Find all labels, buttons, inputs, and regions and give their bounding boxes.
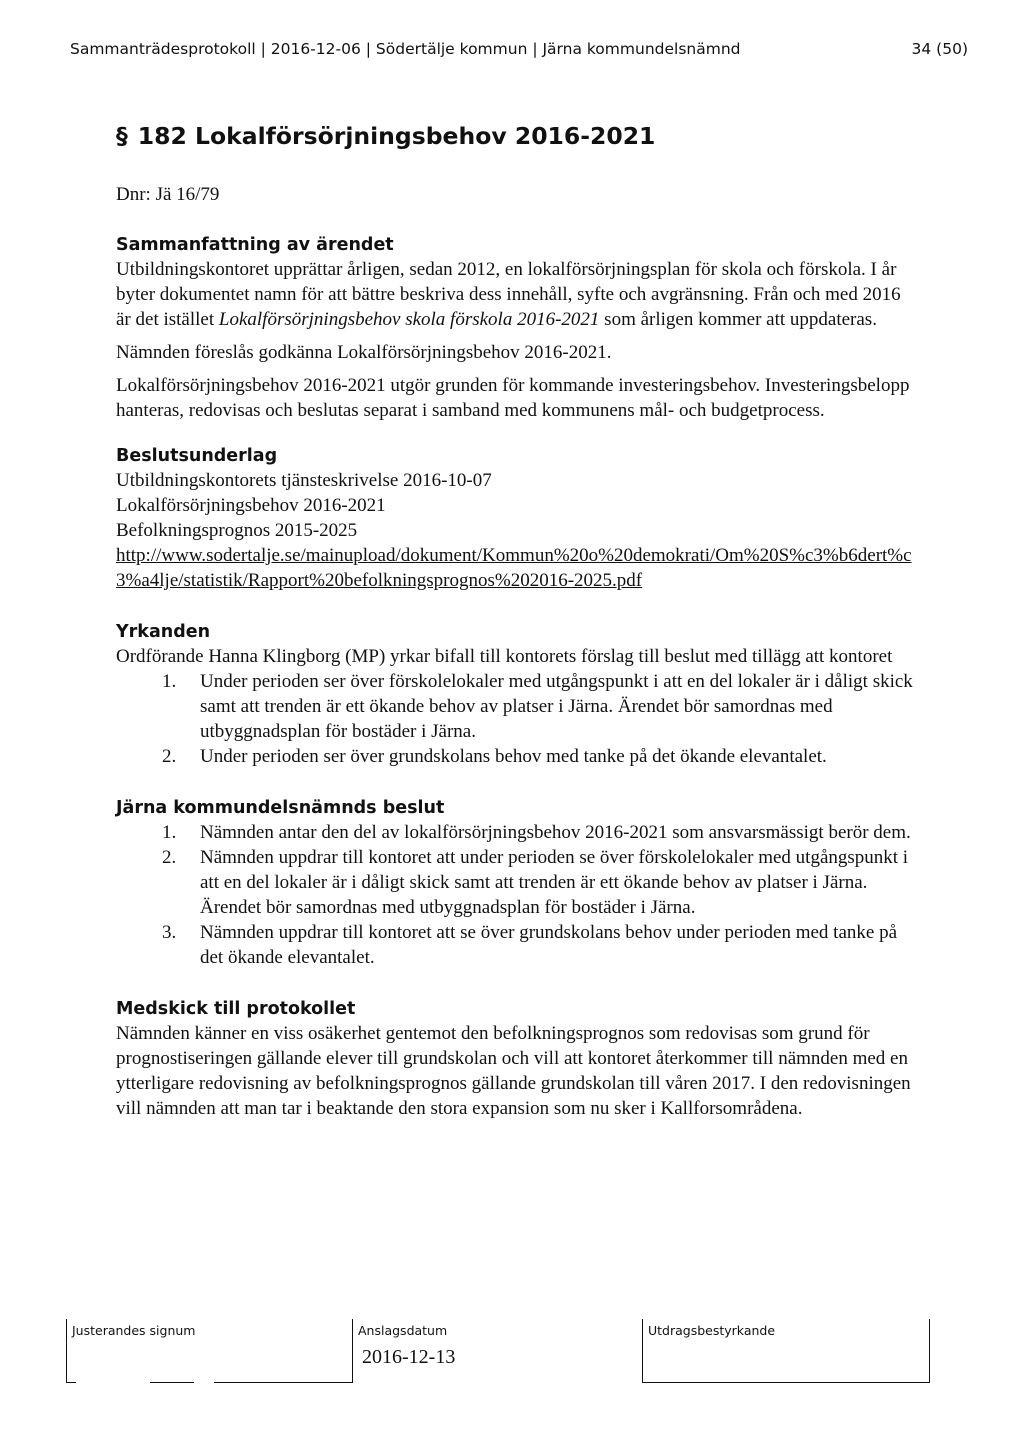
motions-section	[116, 621, 916, 769]
footer-underline	[214, 1382, 352, 1383]
list-number: 2.	[162, 746, 177, 767]
motions-heading: Yrkanden	[116, 622, 211, 642]
summary-text-end: som årligen kommer att uppdateras.	[599, 309, 877, 330]
list-number: 2.	[162, 847, 177, 868]
summary-paragraph-1	[116, 257, 916, 332]
motions-list	[116, 669, 916, 769]
decision-heading: Järna kommundelsnämnds beslut	[116, 798, 445, 818]
posting-date-label: Anslagsdatum	[358, 1323, 448, 1338]
section-symbol: §	[116, 122, 128, 150]
decision-list	[116, 820, 916, 970]
footer-underline	[150, 1382, 194, 1383]
signature-label: Justerandes signum	[72, 1323, 196, 1338]
footer-underline	[66, 1382, 76, 1383]
basis-section	[116, 445, 916, 593]
footer-divider	[352, 1319, 353, 1383]
summary-heading: Sammanfattning av ärendet	[116, 235, 394, 255]
summary-section	[116, 234, 916, 423]
section-title	[116, 122, 655, 150]
list-text: Nämnden uppdrar till kontoret att se över grundskolans behov under perioden med tanke på det ökande elevantalet.	[200, 922, 897, 968]
note-section	[116, 998, 916, 1121]
note-text: Nämnden känner en viss osäkerhet gentemot den befolkningsprognos som redovisas som grund för prognostiseringen gällande elever till grundskolan och vill att kontoret återkommer till nämnden med en ytterligare redovisning av befolkningsprognos gällande grundskolan till våren 2017. I den redovisningen vill nämnden att man tar i beaktande den stora expansion som nu sker i Kallforsområdena.	[116, 1023, 911, 1119]
list-item	[116, 820, 916, 845]
certification-label: Utdragsbestyrkande	[648, 1323, 776, 1338]
section-title-text: 182 Lokalförsörjningsbehov 2016-2021	[137, 122, 656, 150]
basis-heading: Beslutsunderlag	[116, 446, 278, 466]
basis-item: Utbildningskontorets tjänsteskrivelse 2016-10-07	[116, 470, 492, 491]
list-text: Under perioden ser över förskolelokaler med utgångspunkt i att en del lokaler är i dåligt skick samt att trenden är ett ökande behov av platser i Järna. Ärendet bör samordnas med utbyggnadsplan för bostäder i Järna.	[200, 671, 913, 742]
case-number: Dnr: Jä 16/79	[116, 184, 220, 205]
list-text: Nämnden antar den del av lokalförsörjningsbehov 2016-2021 som ansvarsmässigt berör dem.	[200, 822, 911, 843]
signature-footer	[66, 1319, 930, 1383]
motions-intro: Ordförande Hanna Klingborg (MP) yrkar bifall till kontorets förslag till beslut med tillägg att kontoret	[116, 646, 893, 667]
list-item	[116, 845, 916, 920]
page-number: 34 (50)	[911, 40, 968, 58]
list-text: Under perioden ser över grundskolans behov med tanke på det ökande elevantalet.	[200, 746, 827, 767]
header-title: Sammanträdesprotokoll | 2016-12-06 | Södertälje kommun | Järna kommundelsnämnd	[70, 40, 741, 58]
footer-divider	[66, 1319, 67, 1383]
footer-underline	[642, 1382, 930, 1383]
list-number: 3.	[162, 922, 177, 943]
summary-paragraph-2: Nämnden föreslås godkänna Lokalförsörjningsbehov 2016-2021.	[116, 342, 612, 363]
list-text: Nämnden uppdrar till kontoret att under perioden se över förskolelokaler med utgångspunkt i att en del lokaler är i dåligt skick samt att trenden är ett ökande behov av platser i Järna. Ärendet bör samordnas med utbyggnadsplan för bostäder i Järna.	[200, 847, 909, 918]
page-header	[70, 40, 970, 58]
list-number: 1.	[162, 671, 177, 692]
list-item	[116, 920, 916, 970]
basis-item: Lokalförsörjningsbehov 2016-2021	[116, 495, 386, 516]
footer-divider	[929, 1319, 930, 1383]
forecast-report-link[interactable]: http://www.sodertalje.se/mainupload/dokument/Kommun%20o%20demokrati/Om%20S%c3%b6dert%c3%a4lje/statistik/Rapport%20befolkningsprognos%202016-2025.pdf	[116, 545, 912, 591]
posting-date: 2016-12-13	[362, 1346, 456, 1368]
basis-item: Befolkningsprognos 2015-2025	[116, 520, 358, 541]
document-body	[116, 234, 916, 1121]
footer-divider	[642, 1319, 643, 1383]
document-name: Lokalförsörjningsbehov skola förskola 2016-2021	[218, 309, 600, 330]
decision-section	[116, 797, 916, 970]
list-number: 1.	[162, 822, 177, 843]
list-item	[116, 744, 916, 769]
summary-text: Utbildningskontoret upprättar årligen, sedan 2012, en lokalförsörjningsplan för skola och förskola. I år byter dokumentet namn för att bättre beskriva dess innehåll, syfte och avgränsning. Från och med 2016 är det istället	[116, 259, 901, 330]
list-item	[116, 669, 916, 744]
note-heading: Medskick till protokollet	[116, 999, 356, 1019]
summary-paragraph-3: Lokalförsörjningsbehov 2016-2021 utgör grunden för kommande investeringsbehov. Investeringsbelopp hanteras, redovisas och beslutas separat i samband med kommunens mål- och budgetprocess.	[116, 375, 910, 421]
